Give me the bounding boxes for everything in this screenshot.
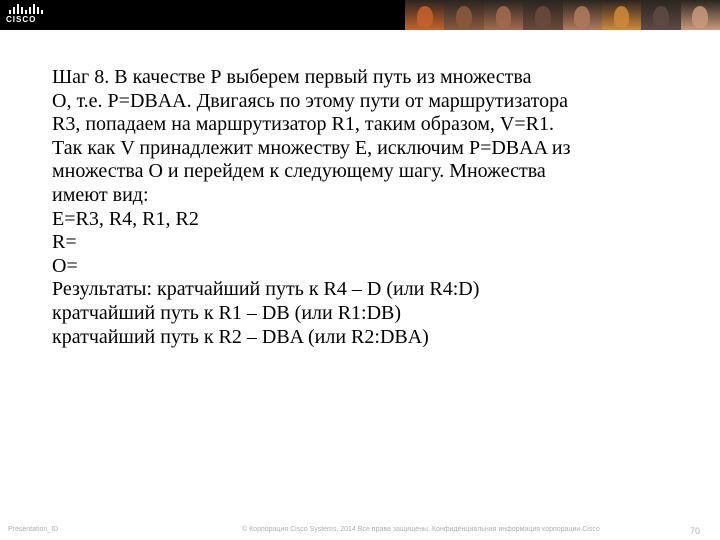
person-photo-3 bbox=[484, 0, 523, 30]
footer-copyright: © Корпорация Cisco Systems, 2014 Все права защищены. Конфиденциальная информация корпорации Cisco bbox=[242, 526, 600, 533]
person-photo-6 bbox=[602, 0, 641, 30]
face-icon bbox=[653, 6, 669, 28]
slide-line: O= bbox=[52, 254, 78, 277]
slide-line: кратчайший путь к R2 – DBA (или R2:DBA) bbox=[52, 325, 429, 348]
face-icon bbox=[574, 6, 590, 28]
header-bar bbox=[0, 0, 720, 30]
person-photo-7 bbox=[641, 0, 680, 30]
person-photo-2 bbox=[444, 0, 483, 30]
slide-line: Результаты: кратчайший путь к R4 – D (или R4:D) bbox=[52, 278, 480, 301]
face-icon bbox=[692, 6, 708, 28]
slide-line: R3, попадаем на маршрутизатор R1, таким образом, V=R1. bbox=[52, 113, 554, 136]
slide-body bbox=[52, 66, 692, 349]
person-photo-1 bbox=[405, 0, 444, 30]
cisco-bars-icon bbox=[9, 4, 46, 14]
slide-line: Шаг 8. В качестве Р выберем первый путь из множества bbox=[52, 66, 532, 88]
face-icon bbox=[614, 6, 630, 28]
cisco-wordmark: CISCO bbox=[6, 15, 37, 24]
face-icon bbox=[535, 6, 551, 28]
footer-presentation-id: Presentation_ID bbox=[8, 526, 59, 533]
slide-line: Так как V принадлежит множеству Е, исключим Р=DBAA из bbox=[52, 136, 571, 159]
photo-strip bbox=[405, 0, 720, 30]
slide-line: множества О и перейдем к следующему шагу. Множества bbox=[52, 160, 546, 183]
slide-line: имеют вид: bbox=[52, 183, 149, 206]
cisco-logo bbox=[6, 4, 46, 26]
person-photo-4 bbox=[523, 0, 562, 30]
face-icon bbox=[456, 6, 472, 28]
slide-line: кратчайший путь к R1 – DB (или R1:DB) bbox=[52, 301, 402, 324]
face-icon bbox=[417, 6, 433, 28]
face-icon bbox=[496, 6, 512, 28]
slide-line: E=R3, R4, R1, R2 bbox=[52, 207, 199, 230]
page-number: 70 bbox=[690, 526, 701, 536]
person-photo-5 bbox=[563, 0, 602, 30]
person-photo-8 bbox=[681, 0, 720, 30]
slide-line: О, т.е. Р=DBAA. Двигаясь по этому пути от маршрутизатора bbox=[52, 89, 568, 112]
slide-line: R= bbox=[52, 231, 77, 254]
